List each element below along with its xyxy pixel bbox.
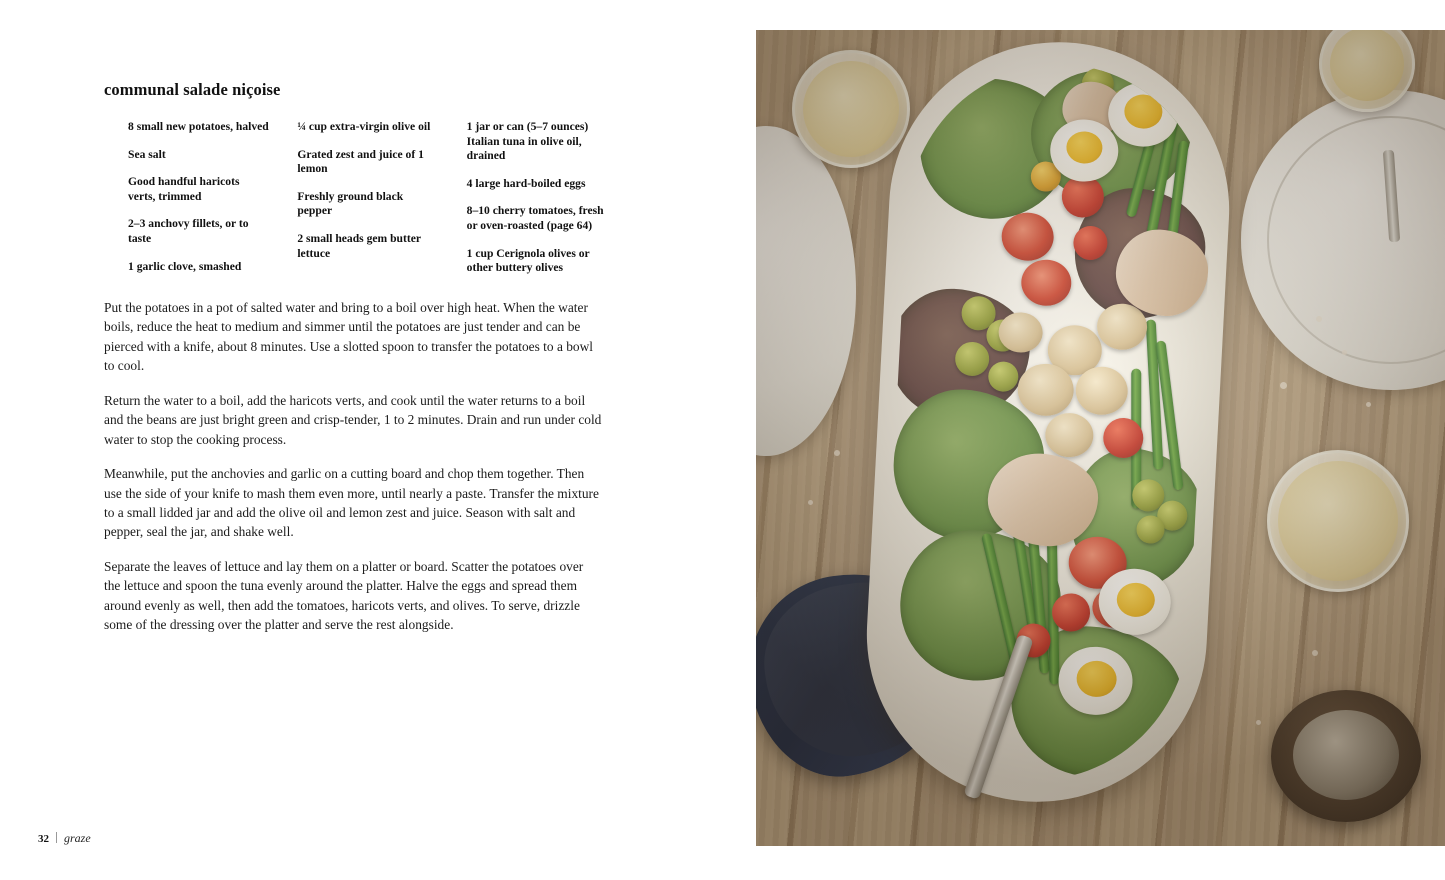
recipe-instructions [104,298,602,650]
page-number: 32 [38,833,49,845]
ingredient-item: 1 jar or can (5–7 ounces) Italian tuna in olive oil, drained [466,120,589,163]
ingredient-item: 4 large hard-boiled eggs [466,176,586,190]
ingredient-item: Grated zest and juice of 1 lemon [297,147,424,176]
recipe-photograph [756,30,1445,846]
ingredient-item: 8–10 cherry tomatoes, fresh or oven-roasted (page 64) [466,204,604,232]
instruction-paragraph: Separate the leaves of lettuce and lay them on a platter or board. Scatter the potatoes over the lettuce and spoon the tuna evenly around the platter. Halve the eggs and spread them around evenly as well, then add the tomatoes, haricots verts, and olives. To serve, drizzle some of the dressing over the platter and serve the rest alongside. [104,558,584,633]
ingredient-item: Good handful haricots verts, trimmed [128,175,240,203]
ingredient-item: Sea salt [128,147,166,161]
photo-vignette [756,30,1445,846]
ingredients-column-3 [467,120,608,289]
recipe-title: communal salade niçoise [104,80,281,99]
ingredients-column-1 [128,120,269,289]
ingredients-column-2 [297,120,438,289]
ingredient-item: Freshly ground black pepper [297,189,404,218]
ingredient-item: 2–3 anchovy fillets, or to taste [128,217,249,245]
ingredient-item: 1 garlic clove, smashed [128,259,242,273]
page-left [0,0,722,880]
instruction-paragraph: Return the water to a boil, add the haricots verts, and cook until the water returns to a boil and the beans are just bright green and crisp-tender, 1 to 2 minutes. Drain and run under cold water to stop the cooking process. [104,392,602,447]
ingredients-list [128,120,608,289]
ingredient-item: ¼ cup extra-virgin olive oil [297,120,431,133]
footer-divider [56,832,57,843]
ingredient-item: 2 small heads gem butter lettuce [297,231,421,260]
ingredient-item: 8 small new potatoes, halved [128,120,269,133]
book-title: graze [64,831,91,845]
instruction-paragraph: Put the potatoes in a pot of salted water and bring to a boil over high heat. When the water boils, reduce the heat to medium and simmer until the potatoes are just tender and can be pierced with a knife, about 8 minutes. Use a slotted spoon to transfer the potatoes to a bowl to cool. [104,300,594,374]
page-right [722,0,1445,880]
ingredient-item: 1 cup Cerignola olives or other buttery olives [466,246,590,275]
instruction-paragraph: Meanwhile, put the anchovies and garlic on a cutting board and chop them together. Then use the side of your knife to mash them even more, until nearly a paste. Transfer the mixture to a small lidded jar and add the olive oil and lemon zest and juice. Season with salt and pepper, seal the jar, and shake well. [104,466,599,540]
page-footer [38,831,91,846]
